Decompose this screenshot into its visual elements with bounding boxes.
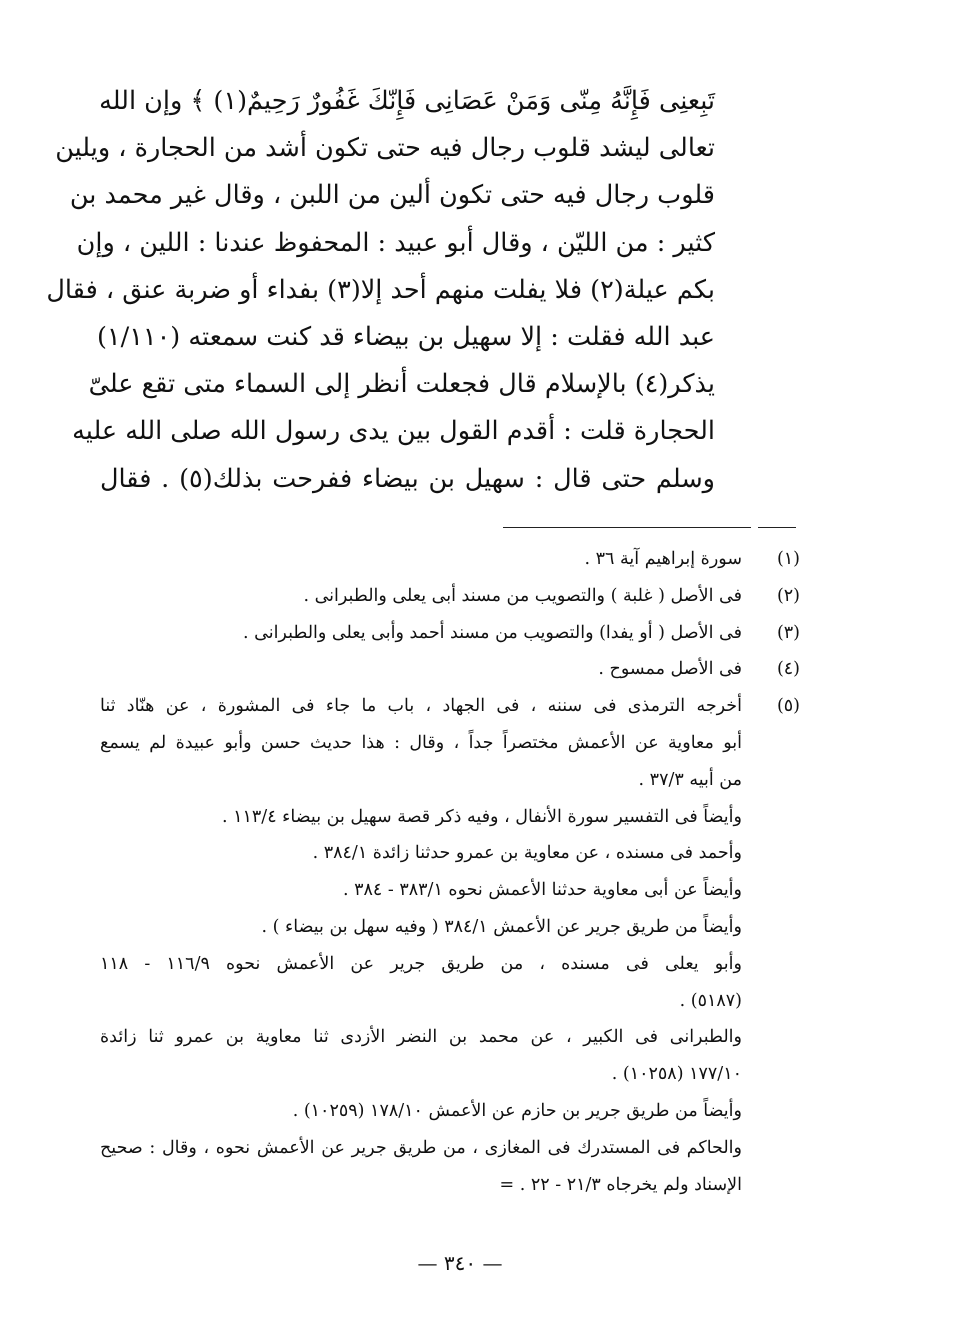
main-text-line: يذكر(٤) بالإسلام قال فجعلت أنظر إلى السماء متى تقع علىّ: [88, 369, 715, 400]
footnotes: [100, 541, 800, 1203]
footnote-2: [100, 578, 800, 615]
footnote-number: (٤): [776, 659, 800, 680]
footnote-number: (١): [776, 549, 800, 569]
main-text-line: قلوب رجال فيه حتى تكون ألين من اللبن ، وقال غير محمد بن: [69, 180, 715, 211]
main-text-line: وسلم حتى قال : سهيل بن بيضاء ففرحت بذلك(٥) . فقال: [100, 463, 715, 494]
main-text-line: تَبِعنِى فَإِنَّهُ مِنّى وَمَنْ عَصَانِى فَإِنّكَ غَفُورٌ رَحِيمٌ(١) ﴾ وإن الله: [99, 86, 715, 116]
footnote-line: أخرجه الترمذى فى سننه ، فى الجهاد ، باب ما جاء فى المشورة ، عن هنّاد ثنا: [100, 696, 742, 717]
footnote-4: [100, 651, 800, 688]
footnote-separator: [503, 527, 751, 528]
main-text-line: الحجارة قلت : أقدم القول بين يدى رسول الله صلى الله عليه: [72, 416, 715, 447]
footnote-separator-short: [758, 527, 796, 528]
footnote-line: وأيضاً من طريق جرير عن الأعمش ٣٨٤/١ ( وفيه سهل بن بيضاء ) .: [261, 916, 742, 937]
footnote-line: فى الأصل ممسوح .: [598, 659, 742, 680]
footnote-line: سورة إبراهيم آية ٣٦ .: [584, 549, 742, 569]
footnote-line: وأيضاً عن أبى معاوية حدثنا الأعمش نحوه ٣٨٣/١ - ٣٨٤ .: [342, 880, 742, 901]
footnote-line: والطبرانى فى الكبير ، عن محمد بن النضر الأزدى ثنا معاوية بن عمرو ثنا زائدة: [100, 1027, 742, 1048]
footnote-number: (٣): [776, 622, 800, 643]
main-text-line: كثير : من الليّن ، وقال أبو عبيد : المحفوظ عندنا : اللين ، وإن: [76, 227, 715, 258]
footnote-1: [100, 541, 800, 578]
footnote-line: فى الأصل ( أو يفدا) والتصويب من مسند أحمد وأبى يعلى والطبرانى .: [242, 622, 742, 643]
footnote-number: (٢): [776, 585, 800, 606]
footnote-line: أبو معاوية عن الأعمش مختصراً جداً ، وقال : هذا حديث حسن وأبو عبيدة لم يسمع: [100, 732, 742, 753]
footnote-line: (٥١٨٧) .: [679, 990, 742, 1011]
footnote-line: والحاكم فى المستدرك فى المغازى ، من طريق جرير عن الأعمش نحوه ، وقال : صحيح: [100, 1137, 742, 1158]
footnote-number: (٥): [776, 696, 800, 717]
footnote-3: [100, 615, 800, 652]
main-text-line: بكم عيلة(٢) فلا يفلت منهم أحد إلا(٣) بفداء أو ضربة عنق ، فقال: [46, 274, 715, 305]
footnote-line: وأحمد فى مسنده ، عن معاوية بن عمرو حدثنا زائدة ٣٨٤/١ .: [312, 843, 742, 864]
footnote-line: وأيضاً فى التفسير سورة الأنفال ، وفيه ذكر قصة سهيل بن بيضاء ١١٣/٤ .: [221, 806, 742, 827]
footnote-line: الإسناد ولم يخرجاه ٢١/٣ - ٢٢ . =: [499, 1174, 742, 1195]
footnote-line: وأبو يعلى فى مسنده ، من طريق جرير عن الأعمش نحوه ١١٦/٩ - ١١٨: [100, 953, 742, 974]
footnote-line: وأيضاً من طريق جرير بن حازم عن الأعمش ١٧٨/١٠ (١٠٢٥٩) .: [292, 1100, 742, 1121]
footnote-5: [100, 688, 800, 1203]
footnote-line: من أبيه ٣٧/٣ .: [638, 769, 742, 790]
main-text-line: عبد الله فقلت : إلا سهيل بن بيضاء قد كنت سمعته (١/١١٠): [96, 321, 715, 352]
footnote-line: ١٧٧/١٠ (١٠٢٥٨) .: [611, 1064, 742, 1085]
footnote-line: فى الأصل ( غلبة ) والتصويب من مسند أبى يعلى والطبرانى .: [303, 585, 742, 606]
main-text: [46, 78, 715, 503]
main-text-line: تعالى ليشد قلوب رجال فيه حتى تكون أشد من الحجارة ، ويلين: [55, 133, 715, 164]
page-number: — ٣٤٠ —: [417, 1251, 503, 1275]
